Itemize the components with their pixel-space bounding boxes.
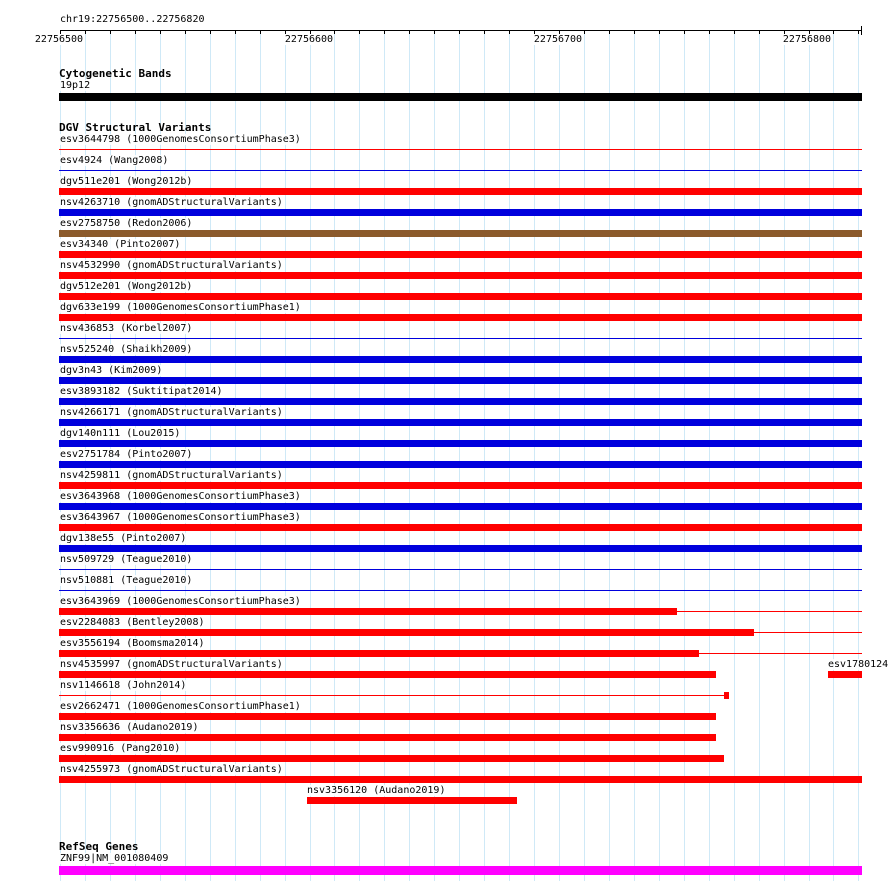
dgv-feature-line[interactable]	[59, 170, 862, 171]
ruler-tick	[110, 30, 111, 34]
grid-line	[459, 30, 460, 881]
dgv-feature-label: nsv1146618 (John2014)	[60, 680, 187, 691]
dgv-feature-bar[interactable]	[307, 797, 517, 804]
ruler-label-3: 22756800	[782, 34, 832, 45]
dgv-feature-label: nsv4263710 (gnomADStructuralVariants)	[60, 197, 283, 208]
ruler-end-tick	[861, 26, 862, 35]
dgv-feature-label: esv1780124	[828, 659, 889, 670]
grid-line	[559, 30, 560, 881]
grid-line	[534, 30, 535, 881]
dgv-feature-bar[interactable]	[59, 272, 862, 279]
dgv-feature-bar[interactable]	[59, 734, 716, 741]
ruler-tick	[409, 30, 410, 34]
dgv-feature-bar[interactable]	[59, 356, 862, 363]
ruler-tick	[185, 30, 186, 34]
grid-line	[833, 30, 834, 881]
dgv-feature-bar[interactable]	[59, 188, 862, 195]
grid-line	[359, 30, 360, 881]
ruler-tick	[709, 30, 710, 34]
dgv-feature-bar[interactable]	[59, 629, 754, 636]
dgv-feature-label: nsv4259811 (gnomADStructuralVariants)	[60, 470, 283, 481]
grid-line	[384, 30, 385, 881]
ruler-tick	[160, 30, 161, 34]
dgv-feature-label: esv2662471 (1000GenomesConsortiumPhase1)	[60, 701, 301, 712]
dgv-feature-label: dgv633e199 (1000GenomesConsortiumPhase1)	[60, 302, 301, 313]
dgv-feature-bar[interactable]	[828, 671, 862, 678]
grid-line	[759, 30, 760, 881]
dgv-feature-label: nsv3356636 (Audano2019)	[60, 722, 199, 733]
dgv-feature-label: nsv509729 (Teague2010)	[60, 554, 193, 565]
refseq-gene-label: ZNF99|NM_001080409	[60, 853, 169, 864]
dgv-feature-line[interactable]	[59, 695, 725, 696]
dgv-feature-bar[interactable]	[59, 713, 716, 720]
ruler-tick	[434, 30, 435, 34]
dgv-feature-label: esv3893182 (Suktitipat2014)	[60, 386, 223, 397]
ruler-label-0: 22756500	[34, 34, 84, 45]
dgv-feature-bar[interactable]	[59, 293, 862, 300]
cytoband-track-title: Cytogenetic Bands	[59, 67, 172, 80]
ruler-tick	[659, 30, 660, 34]
dgv-feature-label: esv3644798 (1000GenomesConsortiumPhase3)	[60, 134, 301, 145]
dgv-feature-label: nsv4255973 (gnomADStructuralVariants)	[60, 764, 283, 775]
dgv-feature-line[interactable]	[754, 632, 862, 633]
grid-line	[684, 30, 685, 881]
ruler-line	[60, 30, 862, 31]
dgv-feature-label: esv2284083 (Bentley2008)	[60, 617, 205, 628]
ruler-tick	[609, 30, 610, 34]
dgv-feature-label: esv3556194 (Boomsma2014)	[60, 638, 205, 649]
dgv-feature-label: dgv138e55 (Pinto2007)	[60, 533, 187, 544]
grid-line	[609, 30, 610, 881]
grid-line	[809, 30, 810, 881]
dgv-feature-line[interactable]	[699, 653, 862, 654]
dgv-feature-line[interactable]	[59, 569, 862, 570]
ruler-tick	[734, 30, 735, 34]
dgv-feature-label: esv990916 (Pang2010)	[60, 743, 181, 754]
ruler-tick	[759, 30, 760, 34]
dgv-track-title: DGV Structural Variants	[59, 121, 212, 134]
dgv-feature-bar[interactable]	[59, 398, 862, 405]
dgv-feature-bar[interactable]	[59, 776, 862, 783]
ruler-tick	[858, 30, 859, 34]
dgv-feature-bar[interactable]	[59, 314, 862, 321]
grid-line	[784, 30, 785, 881]
dgv-feature-label: dgv3n43 (Kim2009)	[60, 365, 163, 376]
ruler-tick	[634, 30, 635, 34]
ruler-tick	[135, 30, 136, 34]
dgv-feature-label: nsv3356120 (Audano2019)	[307, 785, 446, 796]
ruler-tick	[459, 30, 460, 34]
ruler-tick	[684, 30, 685, 34]
dgv-feature-label: esv4924 (Wang2008)	[60, 155, 169, 166]
dgv-feature-bar[interactable]	[59, 209, 862, 216]
dgv-feature-bar[interactable]	[59, 230, 862, 237]
ruler-tick	[484, 30, 485, 34]
dgv-feature-bar[interactable]	[59, 461, 862, 468]
grid-line	[858, 30, 859, 881]
grid-line	[434, 30, 435, 881]
refseq-track-title: RefSeq Genes	[59, 840, 139, 853]
dgv-feature-label: nsv4266171 (gnomADStructuralVariants)	[60, 407, 283, 418]
grid-line	[235, 30, 236, 881]
refseq-gene-bar[interactable]	[59, 866, 862, 875]
dgv-feature-line[interactable]	[59, 590, 862, 591]
ruler-tick	[235, 30, 236, 34]
grid-line	[709, 30, 710, 881]
dgv-feature-bar[interactable]	[59, 545, 862, 552]
ruler-tick	[509, 30, 510, 34]
dgv-feature-bar[interactable]	[59, 503, 862, 510]
dgv-feature-label: esv2751784 (Pinto2007)	[60, 449, 193, 460]
dgv-feature-line[interactable]	[59, 149, 862, 150]
dgv-feature-label: esv2758750 (Redon2006)	[60, 218, 193, 229]
ruler-tick	[334, 30, 335, 34]
grid-line	[310, 30, 311, 881]
ruler-tick	[384, 30, 385, 34]
dgv-feature-label: dgv511e201 (Wong2012b)	[60, 176, 193, 187]
grid-line	[509, 30, 510, 881]
dgv-feature-label: esv34340 (Pinto2007)	[60, 239, 181, 250]
dgv-feature-label: nsv4535997 (gnomADStructuralVariants)	[60, 659, 283, 670]
ruler-tick	[359, 30, 360, 34]
dgv-feature-label: dgv512e201 (Wong2012b)	[60, 281, 193, 292]
ruler-label-2: 22756700	[533, 34, 583, 45]
cytoband-label: 19p12	[60, 80, 91, 91]
dgv-feature-bar[interactable]	[59, 482, 862, 489]
dgv-feature-label: esv3643968 (1000GenomesConsortiumPhase3)	[60, 491, 301, 502]
dgv-feature-line[interactable]	[677, 611, 862, 612]
dgv-feature-bar[interactable]	[59, 251, 862, 258]
ruler-tick	[260, 30, 261, 34]
grid-line	[659, 30, 660, 881]
dgv-feature-bar[interactable]	[59, 524, 862, 531]
dgv-feature-bar[interactable]	[59, 419, 862, 426]
grid-line	[484, 30, 485, 881]
grid-line	[285, 30, 286, 881]
dgv-feature-bar[interactable]	[59, 671, 716, 678]
dgv-feature-bar[interactable]	[59, 377, 862, 384]
dgv-feature-bar[interactable]	[59, 440, 862, 447]
dgv-feature-label: esv3643969 (1000GenomesConsortiumPhase3)	[60, 596, 301, 607]
ruler-tick	[210, 30, 211, 34]
dgv-feature-label: nsv436853 (Korbel2007)	[60, 323, 193, 334]
grid-line	[634, 30, 635, 881]
grid-line	[260, 30, 261, 881]
grid-line	[584, 30, 585, 881]
cytoband-bar[interactable]	[59, 93, 862, 101]
ruler-tick	[833, 30, 834, 34]
dgv-feature-label: nsv510881 (Teague2010)	[60, 575, 193, 586]
dgv-feature-label: esv3643967 (1000GenomesConsortiumPhase3)	[60, 512, 301, 523]
location-label: chr19:22756500..22756820	[60, 14, 205, 25]
dgv-feature-bar[interactable]	[724, 692, 729, 699]
dgv-feature-label: dgv140n111 (Lou2015)	[60, 428, 181, 439]
ruler-tick	[584, 30, 585, 34]
dgv-feature-bar[interactable]	[59, 608, 677, 615]
ruler-tick	[85, 30, 86, 34]
dgv-feature-line[interactable]	[59, 338, 862, 339]
dgv-feature-bar[interactable]	[59, 755, 724, 762]
ruler-label-1: 22756600	[284, 34, 334, 45]
grid-line	[210, 30, 211, 881]
grid-line	[334, 30, 335, 881]
dgv-feature-label: nsv4532990 (gnomADStructuralVariants)	[60, 260, 283, 271]
dgv-feature-label: nsv525240 (Shaikh2009)	[60, 344, 193, 355]
grid-line	[734, 30, 735, 881]
grid-line	[409, 30, 410, 881]
dgv-feature-bar[interactable]	[59, 650, 699, 657]
